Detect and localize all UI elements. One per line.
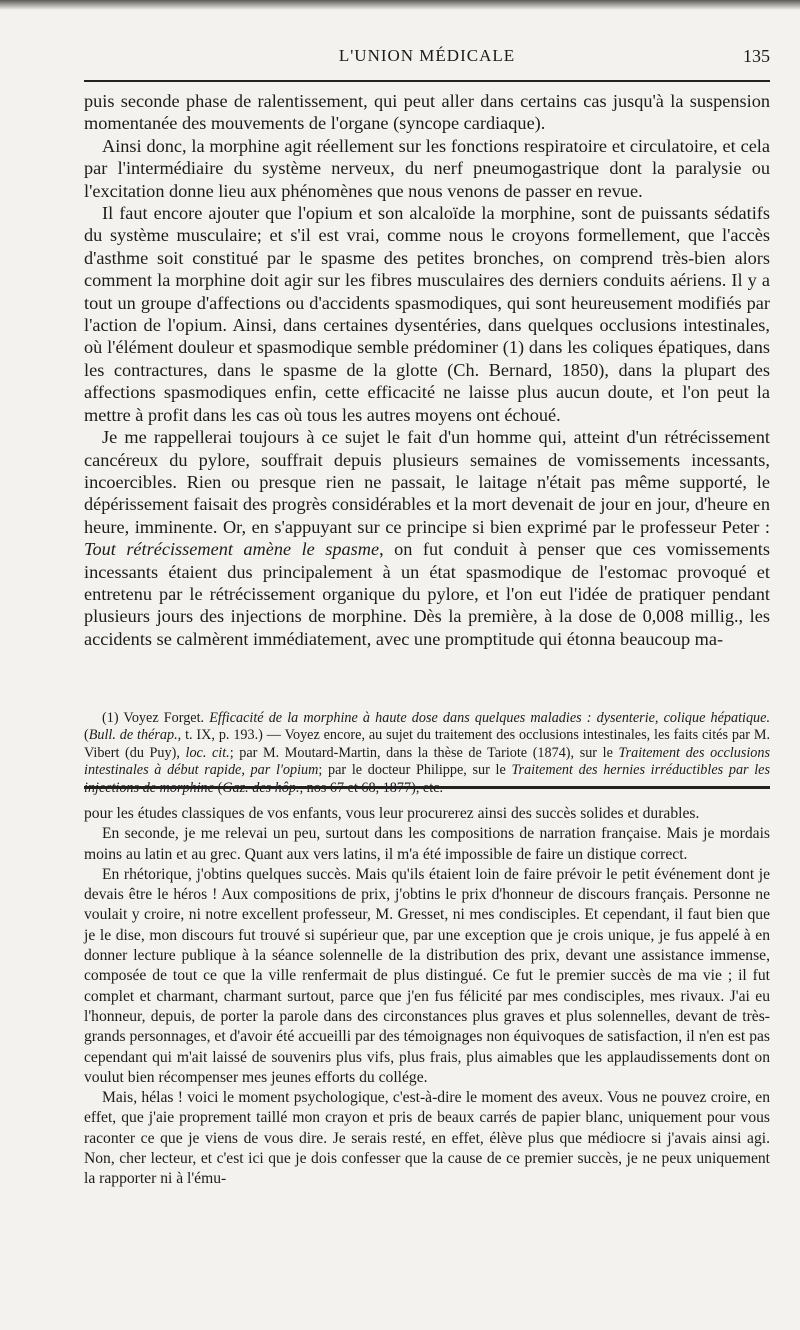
page-edge-shadow	[0, 0, 800, 10]
footnote	[84, 710, 770, 797]
feuilleton-paragraph: En seconde, je me relevai un peu, surtout dans les compositions de narration française. Mais je mordais moins au latin et au grec. Quant aux vers latins, il m'a été impossible de faire un distique correct.	[84, 825, 770, 863]
article-paragraph	[84, 426, 770, 650]
feuilleton-body	[84, 804, 770, 1190]
page-number: 135	[743, 46, 770, 66]
footnote-title: Traitement des occlusions intestinales à début rapide, par l'opium	[84, 744, 771, 779]
footnote-title: Traitement des hernies irréductibles par les	[511, 762, 770, 779]
paragraph-text: Je me rappellerai toujours à ce sujet le fait d'un homme qui, atteint d'un rétrécissement cancéreux du pylore, souffrait depuis plusieurs semaines de vomissements incessants, incoercibles. Rien ou presque rien ne passait, le laitage n'était pas même supporté, le dépérissement faisait des progrès considérables et la mort devenait de jour en jour, d'heure en heure, imminente. Or, en s'appuyant sur ce principe si bien exprimé par le professeur Peter :	[84, 427, 770, 537]
footnote-part: ; par M. Moutard-Martin, dans la thèse de Tariote (1874), sur le	[229, 744, 619, 761]
feuilleton-paragraph: Mais, hélas ! voici le moment psychologique, c'est-à-dire le moment des aveux. Vous ne pouvez croire, en effet, que j'aie proprement taillé mon crayon et pris de beaux carrés de papier blanc, uniquement pour vous raconter ce que je viens de vous dire. Je serais resté, en effet, élève plus que médiocre si j'avais ainsi agi. Non, cher lecteur, et c'est ici que je dois confesser que la cause de ce premier succès, je ne peux uniquement la rapporter ni à l'ému-	[84, 1089, 770, 1188]
footnote-source: Bull. de thérap.	[88, 727, 178, 744]
footnote-text	[84, 710, 770, 797]
article-paragraph: Il faut encore ajouter que l'opium et son alcaloïde la morphine, sont de puissants sédatifs du système musculaire; et s'il est vrai, comme nous le croyons formellement, que l'accès d'asthme soit constitué par le spasme des petites bronches, on comprend très-bien alors comment la morphine doit agir sur les fibres musculaires des derniers conduits aériens. Il y a tout un groupe d'affections ou d'accidents spasmodiques, qui sont heureusement modifiés par l'action de l'opium. Ainsi, dans certaines dysentéries, dans quelques occlusions intestinales, où l'élément douleur et spasmodique semble prédominer (1) dans les coliques épatiques, dans les contractures, dans le spasme de la glotte (Ch. Bernard, 1850), dans la plupart des affections spasmodiques enfin, cette efficacité ne laisse plus aucun doute, et l'on peut la mettre à profit dans les cas où tous les autres moyens ont échoué.	[84, 203, 770, 425]
header-rule	[84, 80, 770, 82]
article-paragraph: Ainsi donc, la morphine agit réellement sur les fonctions respiratoire et circulatoire, et cela par l'intermédiaire du système nerveux, du nerf pneumogastrique dont la paralysie ou l'excitation donne lieu aux phénomènes que nous venons de passer en revue.	[84, 135, 770, 201]
page-header	[84, 46, 770, 70]
feuilleton-paragraph: pour les études classiques de vos enfants, vous leur procurerez ainsi des succès solides et durables.	[84, 805, 700, 822]
article-paragraph: puis seconde phase de ralentissement, qui peut aller dans certains cas jusqu'à la suspension momentanée des mouvements de l'organe (syncope cardiaque).	[84, 91, 770, 134]
article-body	[84, 90, 770, 650]
footnote-marker: (1) Voyez Forget.	[102, 710, 210, 726]
footnote-citation: loc. cit.	[185, 744, 230, 761]
feuilleton-rule	[84, 786, 770, 789]
footnote-part: (	[84, 727, 89, 744]
footnote-part: , t. IX, p. 193.) — Voyez encore, au sujet du traitement des occlusions intestinales, les faits cités par M. Vibert (du Puy),	[84, 727, 770, 761]
footnote-title: Efficacité de la morphine à haute dose dans quelques maladies : dysenterie, colique hépatique.	[209, 710, 770, 726]
running-head: L'UNION MÉDICALE	[338, 46, 516, 65]
quotation: Tout rétrécissement amène le spasme	[84, 539, 380, 560]
feuilleton-paragraph: En rhétorique, j'obtins quelques succès. Mais qu'ils étaient loin de faire prévoir le petit événement dont je devais être le héros ! Aux compositions de prix, j'obtins le prix d'honneur de discours français. Personne ne voulait y croire, ni notre excellent professeur, M. Gresset, ni mes condisciples. Et cependant, il faut bien que je le dise, mon discours fut trouvé si supérieur que, par une exception que je crois unique, je fus appelé à en donner lecture publique à la séance solennelle de la distribution des prix, devant une assistance immense, composée de tout ce que la ville renfermait de plus distingué. Ce fut le premier succès de ma vie ; il fut complet et charmant, charmant surtout, parce que j'en fus félicité par mes condisciples, mes rivaux. J'ai eu l'honneur, depuis, de porter la parole dans des circonstances plus graves et plus solennelles, devant de très-grands personnages, et d'avoir été accueilli par des témoignages non équivoques de satisfaction, il n'en est pas cependant qui m'ait laissé de souvenirs plus vifs, plus frais, plus aimables que les applaudissements dont on voulut bien récompenser mes jeunes efforts du collége.	[84, 865, 770, 1086]
footnote-part: ; par le docteur Philippe, sur le	[318, 762, 512, 779]
paragraph-text: , on fut conduit à penser que ces vomissements incessants étaient dus principalement à un état spasmodique de l'estomac provoqué et entretenu par le rétrécissement organique du pylore, et l'on eut l'idée de pratiquer pendant plusieurs jours des injections de morphine. Dès la première, à la dose de 0,008 millig., les accidents se calmèrent immédiatement, avec une promptitude qui étonna beaucoup ma-	[84, 539, 770, 649]
